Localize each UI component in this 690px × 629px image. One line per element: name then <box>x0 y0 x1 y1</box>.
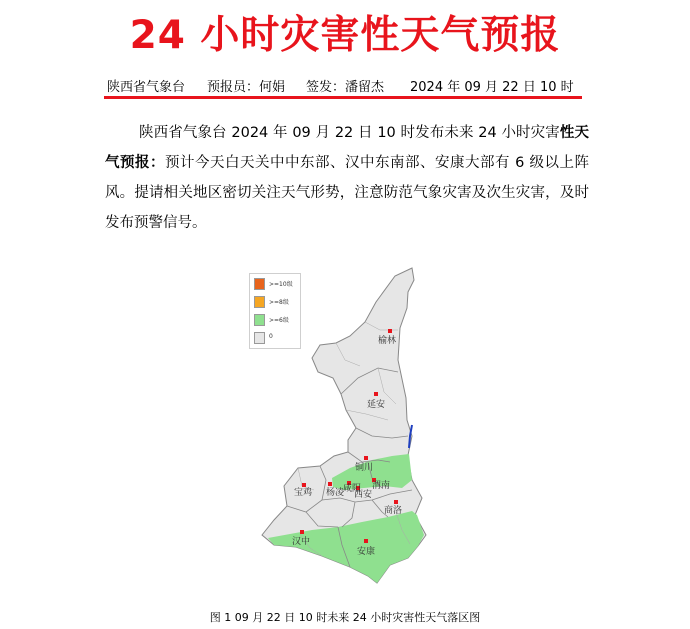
city-label-yulin: 榆林 <box>378 336 397 346</box>
city-label-xianyang: 咸阳 <box>343 484 362 494</box>
legend-swatch-0 <box>254 332 265 344</box>
city-label-shangluo: 商洛 <box>384 506 403 516</box>
legend-swatch-10 <box>254 278 265 290</box>
legend-label: >=8级 <box>269 299 289 306</box>
forecast-lead: 陕西省气象台 2024 年 09 月 22 日 10 时发布未来 24 小时灾害 <box>139 125 560 141</box>
city-label-baoji: 宝鸡 <box>294 488 313 498</box>
legend-item <box>254 277 300 291</box>
forecaster-name: 预报员：何娟 <box>207 80 286 95</box>
legend-swatch-8 <box>254 296 265 308</box>
figure-caption: 图 1 09 月 22 日 10 时未来 24 小时灾害性天气落区图 <box>209 611 481 624</box>
legend-label: 0 <box>269 333 273 340</box>
city-label-hanzhong: 汉中 <box>292 537 311 547</box>
legend-item <box>254 295 300 309</box>
issuer-name: 陕西省气象台 <box>107 80 186 95</box>
legend-item <box>254 313 300 327</box>
city-label-xian: 西安 <box>354 490 373 500</box>
city-label-yangling: 杨凌 <box>326 488 345 498</box>
city-label-tongchuan: 铜川 <box>355 463 374 473</box>
forecast-text: 预计今天白天关中中东部、汉中东南部、安康大部有 6 级以上阵风。提请相关地区密切关注天气形势，注意防范气象灾害及次生灾害，及时发布预警信号。 <box>105 155 589 231</box>
forecast-title: 24 小时灾害性天气预报 <box>129 13 561 58</box>
city-label-ankang: 安康 <box>357 547 376 557</box>
legend-swatch-6 <box>254 314 265 326</box>
legend-item <box>254 331 300 345</box>
map-legend <box>249 273 301 349</box>
city-label-yanan: 延安 <box>367 400 386 410</box>
legend-label: >=10级 <box>269 281 293 288</box>
forecast-lead-bold: 性天气预报： <box>105 125 590 171</box>
signer-name: 签发：潘留杰 <box>306 80 385 95</box>
issue-time: 2024 年 09 月 22 日 10 时 <box>410 80 574 95</box>
city-label-weinan: 渭南 <box>372 481 391 491</box>
legend-label: >=6级 <box>269 317 289 324</box>
